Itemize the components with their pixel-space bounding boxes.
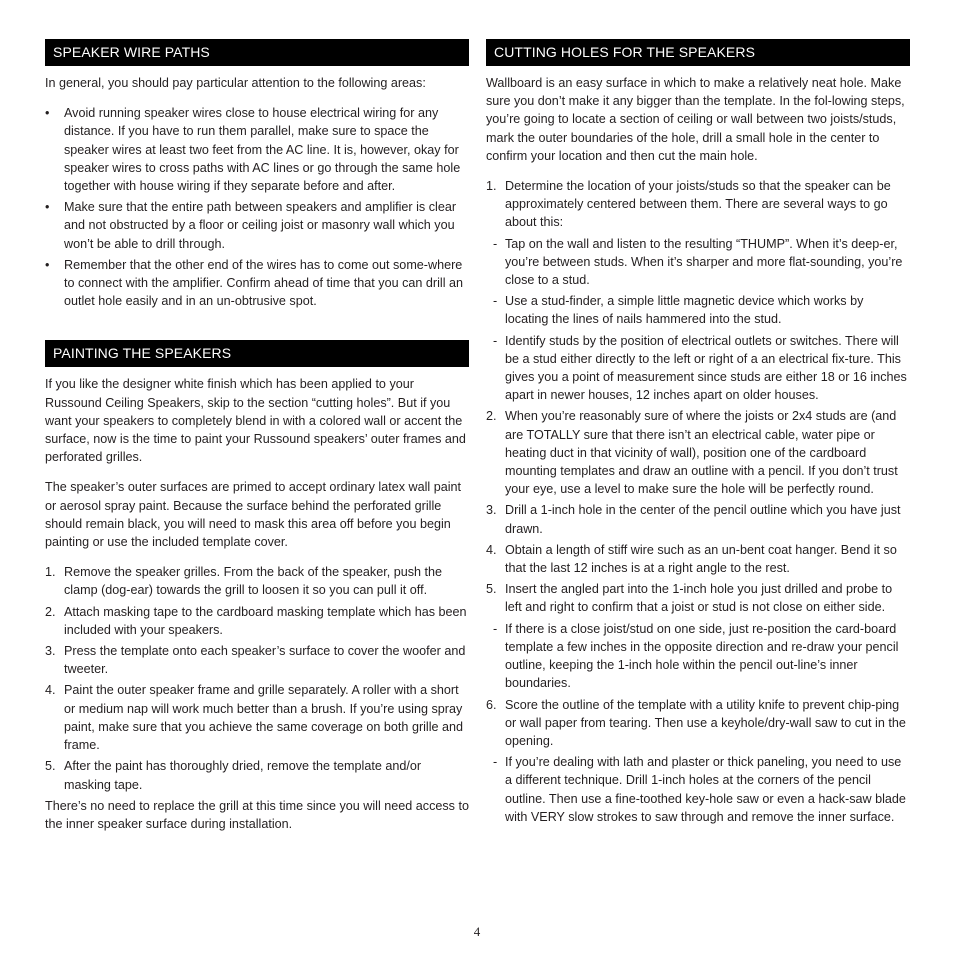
cutting-steps-list <box>486 177 910 826</box>
step-marker: 1. <box>486 179 497 194</box>
paint-paragraph-1: If you like the designer white finish which has been applied to your Russound Ceiling Speakers, skip to the section “cutting holes”. But if you want your speakers to completely blend in with a colored wall or accent the surface, now is the time to paint your Russound speakers’ outer frames and perforated grilles. <box>45 377 466 465</box>
wire-intro: In general, you should pay particular attention to the following areas: <box>45 76 426 90</box>
cutting-step <box>486 407 910 498</box>
paint-step: 2. Attach masking tape to the cardboard masking template which has been included with your speakers. <box>45 604 467 637</box>
step-text: Insert the angled part into the 1-inch hole you just drilled and probe to left and right to confirm that a joist or stud is not close on either side. <box>505 582 893 615</box>
step-text: Obtain a length of stiff wire such as an un-bent coat hanger. Bend it so that the last 12 inches is at a right angle to the rest. <box>505 542 897 576</box>
cutting-holes-heading: CUTTING HOLES FOR THE SPEAKERS <box>486 39 910 66</box>
step-marker: - <box>493 621 498 636</box>
step-marker: 5. <box>486 582 497 597</box>
cutting-sub-step <box>486 292 910 328</box>
speaker-wire-paths-heading: SPEAKER WIRE PATHS <box>45 39 469 66</box>
cutting-step <box>486 541 910 577</box>
paint-closing: There’s no need to replace the grill at this time since you will need access to the inner speaker surface during installation. <box>45 798 469 831</box>
step-text: Determine the location of your joists/studs so that the speaker can be approximately centered between them. There are several ways to go about this: <box>505 179 891 230</box>
wire-bullet: • Make sure that the entire path between speakers and amplifier is clear and not obstructed by a floor or ceiling joist or masonry wall which you won’t be able to drill through. <box>45 200 457 251</box>
step-marker: - <box>493 294 498 309</box>
paint-step: 1. Remove the speaker grilles. From the back of the speaker, push the clamp (dog-ear) towards the grill to loosen it so you can pull it off. <box>45 565 443 598</box>
cutting-sub-step <box>486 753 910 826</box>
step-text: Tap on the wall and listen to the resulting “THUMP”. When it’s deep-er, you’re between studs. When it’s sharper and more flat-sounding, you’re close to a stud. <box>505 236 903 288</box>
cutting-step <box>486 580 910 616</box>
wire-bullet: • Remember that the other end of the wires has to come out some-where to connect with the amplifier. Confirm ahead of time that you can drill an outlet hole easily and in an un-obtrusive spot. <box>45 257 464 309</box>
step-marker: - <box>493 236 498 251</box>
step-marker: 4. <box>486 542 497 557</box>
cutting-intro: Wallboard is an easy surface in which to make a relatively neat hole. Make sure you don’t make it any bigger than the template. In the fol-lowing steps, you’re going to locate a section of ceiling or wall between two joists/studs, mark the outer boundaries of the hole, drill a small hole in the center to confirm your location and then cut the main hole. <box>486 76 905 163</box>
step-text: Use a stud-finder, a simple little magnetic device which works by locating the lines of nails hammered into the stud. <box>505 294 864 327</box>
paint-step: 3. Press the template onto each speaker’s surface to cover the woofer and tweeter. <box>45 644 466 677</box>
paint-step: 4. Paint the outer speaker frame and grille separately. A roller with a short or medium nap will work much better than a brush. If you’re using spray paint, make sure that you achieve the same coverage on both grille and frame. <box>45 683 464 753</box>
cutting-sub-step <box>486 620 910 693</box>
wire-bullet-list <box>45 104 469 310</box>
step-text: If you’re dealing with lath and plaster or thick paneling, you need to use a different technique. Drill 1-inch holes at the corners of the pencil outline. Then use a fine-toothed key-hole saw or even a hack-saw blade with VERY slow strokes to saw through and remove the inner surface. <box>505 755 906 824</box>
paint-steps-list <box>45 563 469 793</box>
step-text: If there is a close joist/stud on one side, just re-position the card-board template a few inches in the opposite direction and re-draw your pencil outline, keeping the 1-inch hole within the pencil out-line’s inner boundaries. <box>505 621 899 691</box>
step-text: When you’re reasonably sure of where the joists or 2x4 studs are (and are TOTALLY sure that there isn’t an electrical cable, water pipe or heating duct in that vicinity of wall), position one of the cardboard mounting templates and draw an outline with a pencil. If you don’t trust your eye, use a level to make sure the hole will be perfectly round. <box>505 409 898 497</box>
bullet-marker: • <box>45 106 50 121</box>
cutting-sub-step <box>486 235 910 290</box>
step-text: Drill a 1-inch hole in the center of the pencil outline which you have just drawn. <box>505 503 901 536</box>
step-marker: 2. <box>486 409 497 424</box>
right-column <box>486 39 910 826</box>
cutting-step <box>486 501 910 537</box>
bullet-marker: • <box>45 257 50 272</box>
page-number: 4 <box>473 924 481 939</box>
cutting-step <box>486 177 910 232</box>
cutting-step <box>486 696 910 751</box>
step-text: Identify studs by the position of electrical outlets or switches. There will be a stud either directly to the left or right of a an electrical fix-ture. This gives you a point of measurement since studs are either 18 or 16 inches apart in newer houses, 12 inches apart on older houses. <box>505 333 907 403</box>
step-marker: 6. <box>486 697 497 712</box>
step-marker: 3. <box>486 503 497 518</box>
step-marker: - <box>493 333 498 348</box>
left-column <box>45 39 469 833</box>
step-marker: - <box>493 755 498 770</box>
painting-speakers-heading: PAINTING THE SPEAKERS <box>45 340 469 367</box>
step-text: Score the outline of the template with a utility knife to prevent chip-ping or wall paper from tearing. Then use a keyhole/dry-wall saw to cut in the opening. <box>505 697 906 748</box>
paint-step: 5. After the paint has thoroughly dried, remove the template and/or masking tape. <box>45 759 422 792</box>
wire-bullet: • Avoid running speaker wires close to house electrical wiring for any distance. If you have to run them parallel, make sure to space the speaker wires at least two feet from the AC line. It is, however, okay for speaker wires to cross paths with AC lines or go through the same hole together with house wiring if they separate before and after. <box>45 106 461 194</box>
bullet-marker: • <box>45 200 50 215</box>
paint-paragraph-2: The speaker’s outer surfaces are primed to accept ordinary latex wall paint or aerosol spray paint. Because the surface behind the perforated grille should remain black, you will need to mask this area off before you begin painting or use the included template cover. <box>45 480 462 550</box>
cutting-sub-step <box>486 332 910 405</box>
